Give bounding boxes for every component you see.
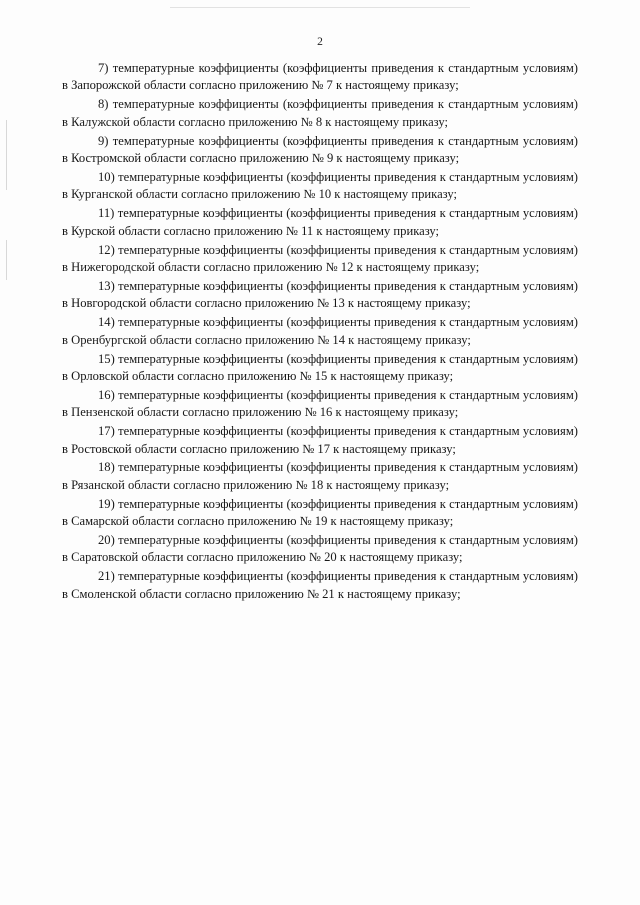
paragraph: 14) температурные коэффициенты (коэффициенты приведения к стандартным условиям) в Оренбургской области согласно приложению № 14 к настоящему приказу; <box>62 315 578 347</box>
page-number: 2 <box>317 36 323 48</box>
document-body <box>62 60 578 603</box>
paragraph: 7) температурные коэффициенты (коэффициенты приведения к стандартным условиям) в Запорожской области согласно приложению № 7 к настоящему приказу; <box>62 61 578 93</box>
paragraph: 9) температурные коэффициенты (коэффициенты приведения к стандартным условиям) в Костромской области согласно приложению № 9 к настоящему приказу; <box>62 133 578 166</box>
scan-artifact-top-line <box>170 7 470 8</box>
paragraph: 21) температурные коэффициенты (коэффициенты приведения к стандартным условиям) в Смоленской области согласно приложению № 21 к настоящему приказу; <box>62 569 578 601</box>
paragraph: 17) температурные коэффициенты (коэффициенты приведения к стандартным условиям) в Ростовской области согласно приложению № 17 к настоящему приказу; <box>62 424 578 456</box>
paragraph: 11) температурные коэффициенты (коэффициенты приведения к стандартным условиям) в Курской области согласно приложению № 11 к настоящему приказу; <box>62 206 578 238</box>
paragraph: 12) температурные коэффициенты (коэффициенты приведения к стандартным условиям) в Нижегородской области согласно приложению № 12 к настоящему приказу; <box>62 242 578 274</box>
paragraph: 16) температурные коэффициенты (коэффициенты приведения к стандартным условиям) в Пензенской области согласно приложению № 16 к настоящему приказу; <box>62 387 578 420</box>
scan-artifact-left-top <box>6 120 7 190</box>
paragraph: 10) температурные коэффициенты (коэффициенты приведения к стандартным условиям) в Курганской области согласно приложению № 10 к настоящему приказу; <box>62 169 578 202</box>
paragraph: 20) температурные коэффициенты (коэффициенты приведения к стандартным условиям) в Саратовской области согласно приложению № 20 к настоящему приказу; <box>62 533 578 565</box>
scan-artifact-left-mid <box>6 240 7 280</box>
paragraph: 19) температурные коэффициенты (коэффициенты приведения к стандартным условиям) в Самарской области согласно приложению № 19 к настоящему приказу; <box>62 496 578 529</box>
paragraph: 15) температурные коэффициенты (коэффициенты приведения к стандартным условиям) в Орловской области согласно приложению № 15 к настоящему приказу; <box>62 351 578 383</box>
paragraph: 18) температурные коэффициенты (коэффициенты приведения к стандартным условиям) в Рязанской области согласно приложению № 18 к настоящему приказу; <box>62 460 578 492</box>
paragraph: 13) температурные коэффициенты (коэффициенты приведения к стандартным условиям) в Новгородской области согласно приложению № 13 к настоящему приказу; <box>62 278 578 311</box>
paragraph: 8) температурные коэффициенты (коэффициенты приведения к стандартным условиям) в Калужской области согласно приложению № 8 к настоящему приказу; <box>62 97 578 129</box>
